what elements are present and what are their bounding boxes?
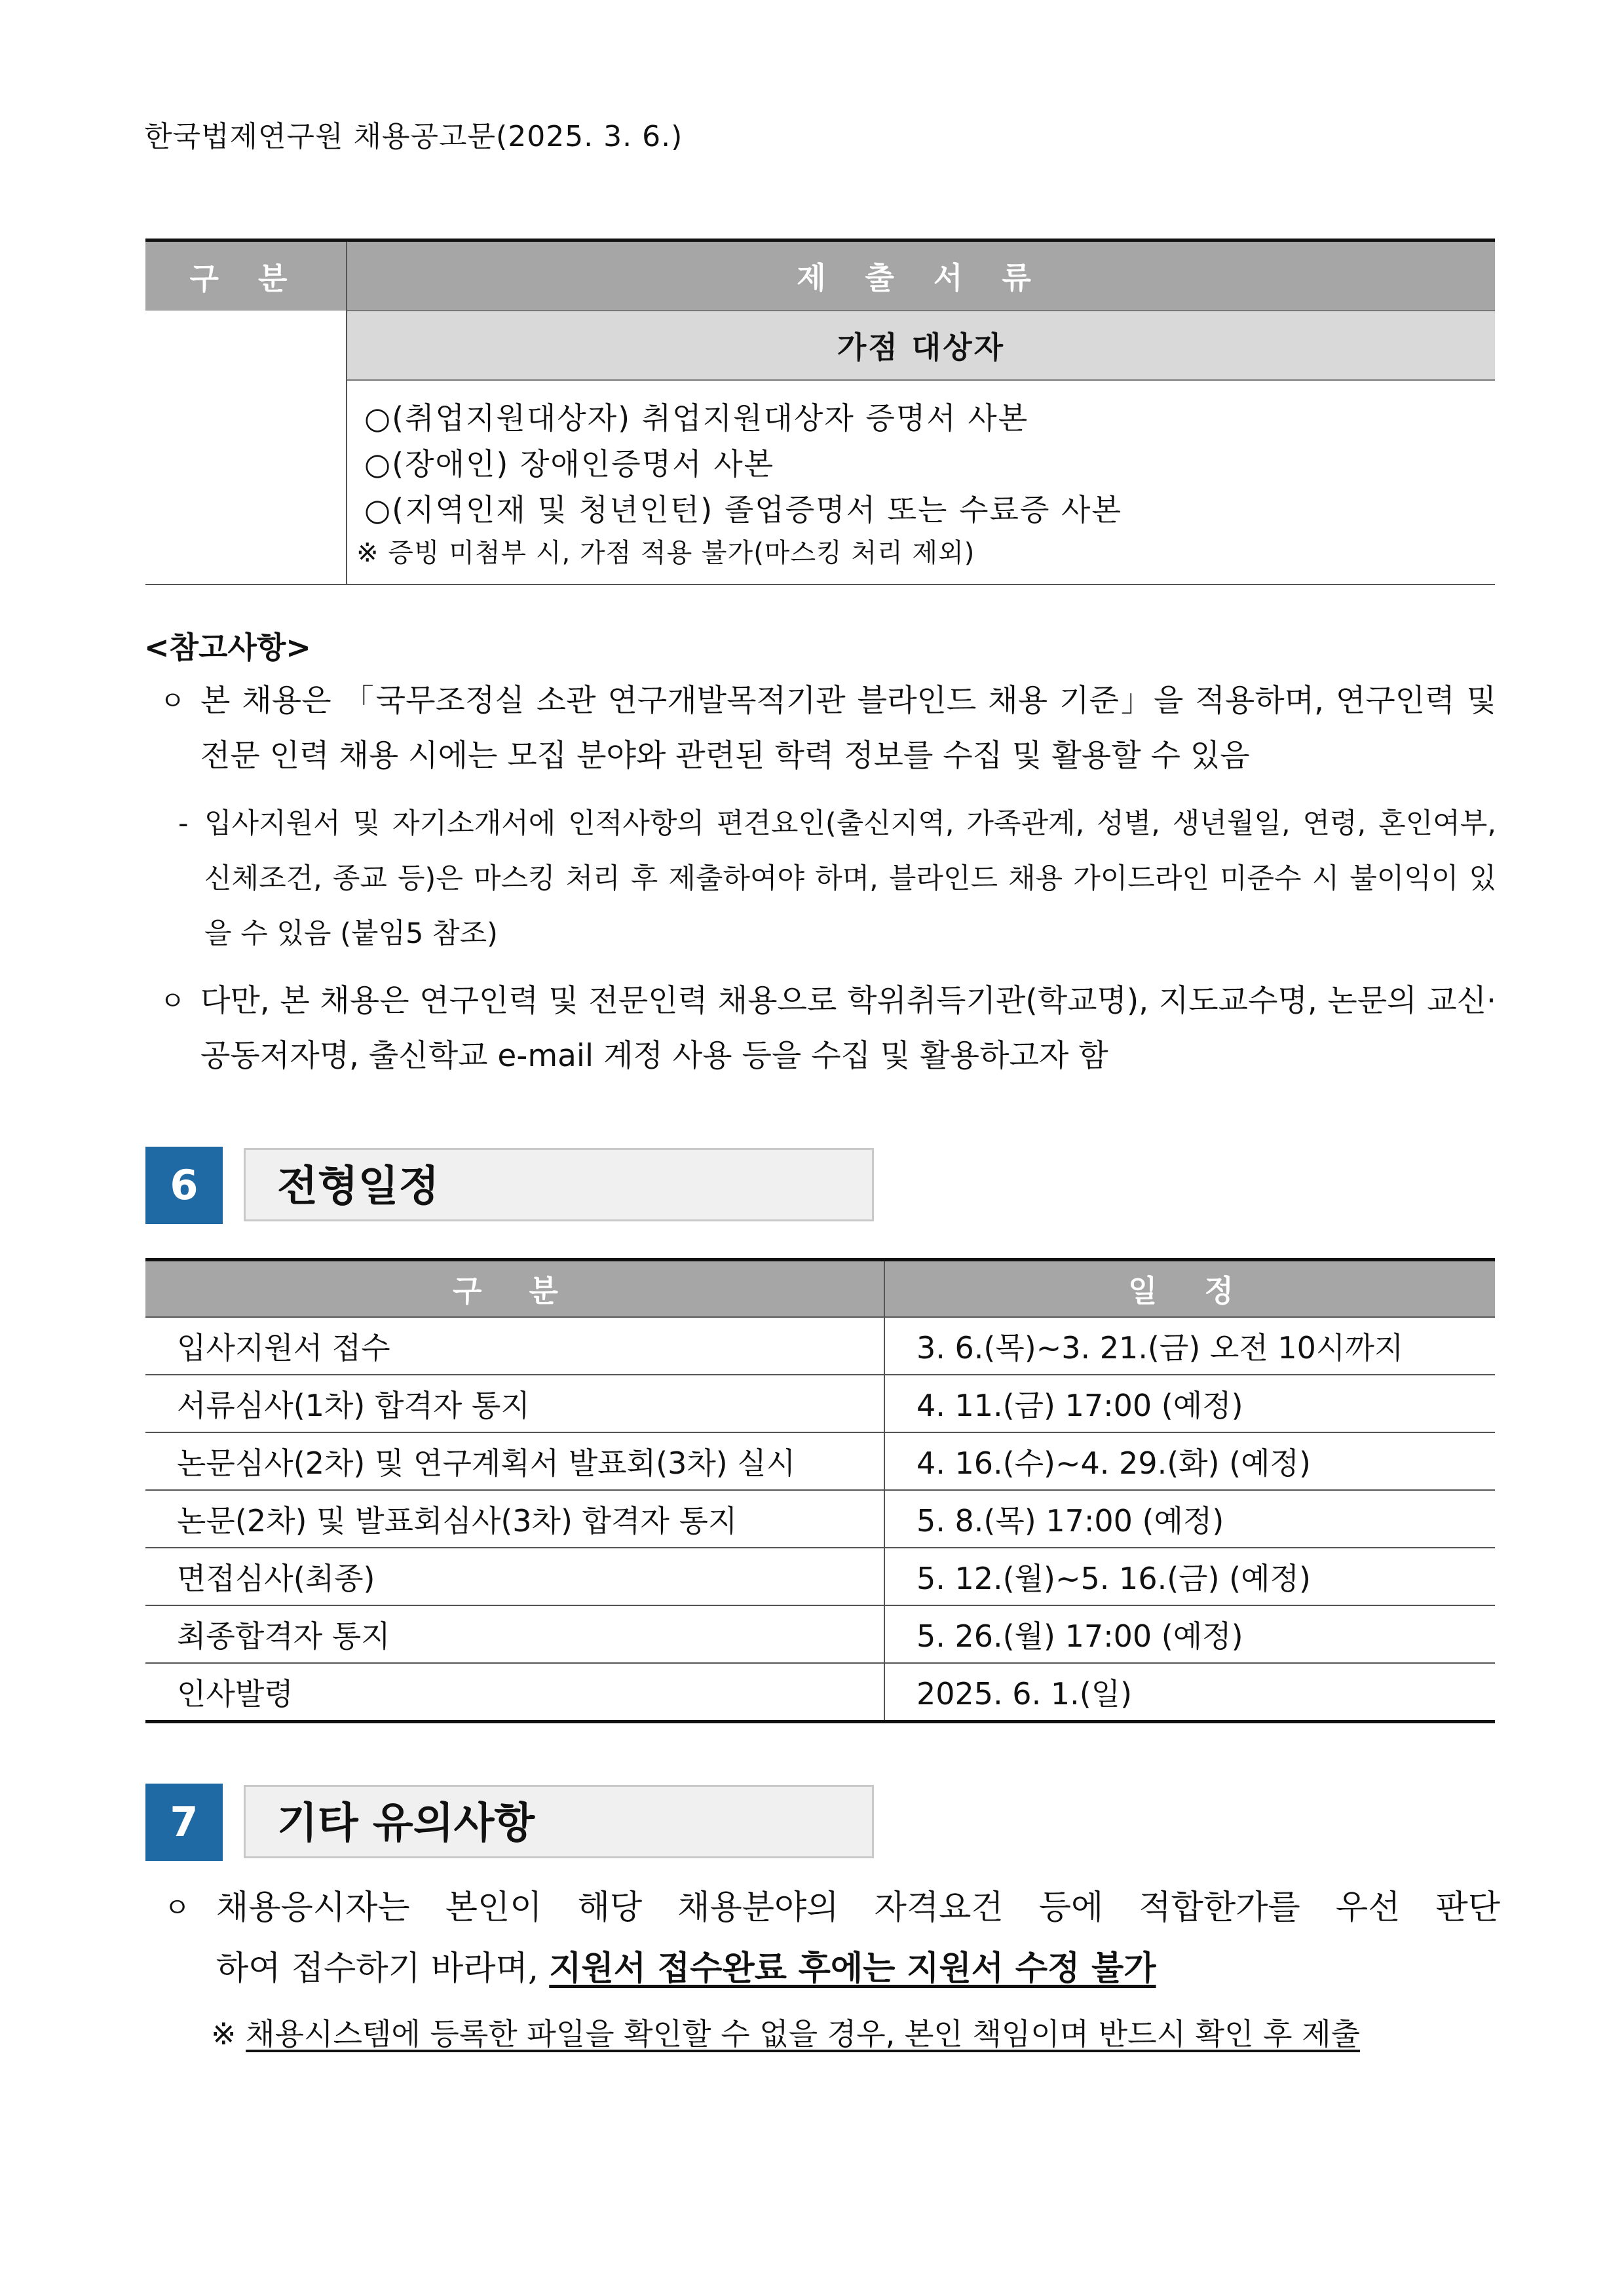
note-mark: ※ (211, 2016, 246, 2052)
stage-cell: 서류심사(1차) 합격자 통지 (145, 1375, 884, 1432)
list-item: ○(지역인재 및 청년인턴) 졸업증명서 또는 수료증 사본 (364, 492, 1122, 527)
table-row (145, 1432, 1495, 1490)
section-6-title: 전형일정 (244, 1148, 874, 1221)
stage-cell: 면접심사(최종) (145, 1548, 884, 1605)
reference-dash-1: - 입사지원서 및 자기소개서에 인적사항의 편견요인(출신지역, 가족관계, 성별, 생년월일, 연령, 혼인여부, 신체조건, 종교 등)은 마스킹 처리 후 제출하여야 하며, 블라인드 채용 가이드라인 미준수 시 불이익이 있을 수 있음 (붙임5 참조) (178, 796, 1496, 961)
reference-bullet-2: ㅇ 다만, 본 채용은 연구인력 및 전문인력 채용으로 학위취득기관(학교명), 지도교수명, 논문의 교신·공동저자명, 출신학교 e-mail 계정 사용 등을 수집 및 활용하고자 함 (160, 974, 1496, 1084)
table-header-category: 구 분 (145, 240, 347, 311)
stage-cell: 인사발령 (145, 1663, 884, 1722)
reference-bullet-1-text: 본 채용은 「국무조정실 소관 연구개발목적기관 블라인드 채용 기준」을 적용하며, 연구인력 및 전문 인력 채용 시에는 모집 분야와 관련된 학력 정보를 수집 및 활용할 수 있음 (200, 683, 1496, 774)
table-row (145, 1375, 1495, 1432)
date-cell: 2025. 6. 1.(일) (884, 1663, 1495, 1722)
schedule-header-stage: 구 분 (145, 1260, 884, 1318)
table-row (145, 1548, 1495, 1605)
schedule-table (145, 1258, 1495, 1723)
stage-cell: 최종합격자 통지 (145, 1605, 884, 1663)
reference-dash-1-text: 입사지원서 및 자기소개서에 인적사항의 편견요인(출신지역, 가족관계, 성별, 생년월일, 연령, 혼인여부, 신체조건, 종교 등)은 마스킹 처리 후 제출하여야 하며, 블라인드 채용 가이드라인 미준수 시 불이익이 있을 수 있음 (붙임5 참조) (204, 807, 1496, 950)
section-6-number: 6 (145, 1147, 223, 1224)
stage-cell: 입사지원서 접수 (145, 1317, 884, 1375)
date-cell: 5. 12.(월)~5. 16.(금) (예정) (884, 1548, 1495, 1605)
documents-table (145, 239, 1495, 585)
date-cell: 5. 26.(월) 17:00 (예정) (884, 1605, 1495, 1663)
table-row (145, 1663, 1495, 1722)
section-7-note (211, 2010, 1360, 2054)
date-cell: 4. 11.(금) 17:00 (예정) (884, 1375, 1495, 1432)
table-row (145, 1317, 1495, 1375)
category-cell (145, 311, 347, 584)
section-7-emphasis: 지원서 접수완료 후에는 지원서 수정 불가 (549, 1949, 1156, 1988)
schedule-header-date: 일 정 (884, 1260, 1495, 1318)
section-7-title: 기타 유의사항 (244, 1785, 874, 1858)
reference-bullet-2-text: 다만, 본 채용은 연구인력 및 전문인력 채용으로 학위취득기관(학교명), 지도교수명, 논문의 교신·공동저자명, 출신학교 e-mail 계정 사용 등을 수집 및 활용하고자 함 (200, 983, 1496, 1074)
section-7-paragraph (164, 1878, 1500, 1999)
table-row (145, 1605, 1495, 1663)
section-7-note-text: 채용시스템에 등록한 파일을 확인할 수 없을 경우, 본인 책임이며 반드시 확인 후 제출 (246, 2016, 1361, 2052)
stage-cell: 논문(2차) 및 발표회심사(3차) 합격자 통지 (145, 1490, 884, 1548)
bonus-target-header: 가점 대상자 (347, 311, 1495, 380)
documents-list (347, 380, 1495, 584)
list-item: ○(취업지원대상자) 취업지원대상자 증명서 사본 (364, 400, 1029, 436)
date-cell: 4. 16.(수)~4. 29.(화) (예정) (884, 1432, 1495, 1490)
section-7-number: 7 (145, 1784, 223, 1861)
page-header: 한국법제연구원 채용공고문(2025. 3. 6.) (144, 120, 683, 153)
reference-bullet-1: ㅇ 본 채용은 「국무조정실 소관 연구개발목적기관 블라인드 채용 기준」을 적용하며, 연구인력 및 전문 인력 채용 시에는 모집 분야와 관련된 학력 정보를 수집 및 활용할 수 있음 (160, 674, 1496, 784)
list-item: ○(장애인) 장애인증명서 사본 (364, 446, 775, 482)
table-header-documents: 제 출 서 류 (347, 240, 1495, 311)
section-7-line-2: 하여 접수하기 바라며, (216, 1949, 550, 1988)
documents-note: ※ 증빙 미첨부 시, 가점 적용 불가(마스킹 처리 제외) (356, 538, 975, 568)
date-cell: 3. 6.(목)~3. 21.(금) 오전 10시까지 (884, 1317, 1495, 1375)
section-7-line-1: 채용응시자는 본인이 해당 채용분야의 자격요건 등에 적합한가를 우선 판단 (216, 1888, 1500, 1927)
table-row (145, 1490, 1495, 1548)
date-cell: 5. 8.(목) 17:00 (예정) (884, 1490, 1495, 1548)
reference-title: <참고사항> (144, 630, 311, 665)
bullet-mark: ㅇ (164, 1892, 191, 1924)
stage-cell: 논문심사(2차) 및 연구계획서 발표회(3차) 실시 (145, 1432, 884, 1490)
